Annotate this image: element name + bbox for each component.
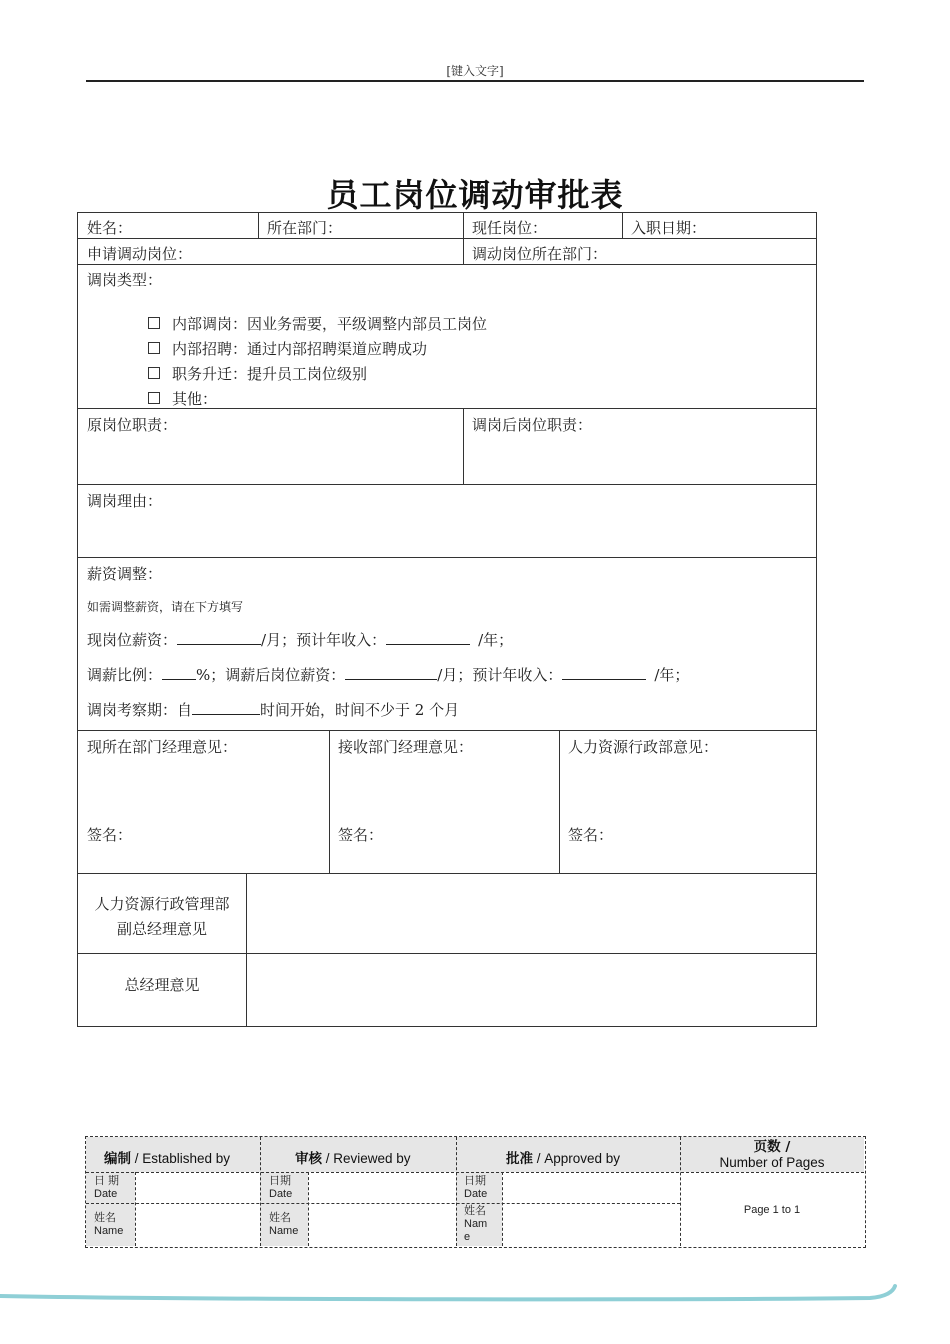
row-divider (78, 873, 816, 874)
probation-start-blank[interactable] (192, 700, 260, 715)
col-divider (622, 213, 623, 238)
name-label: 姓名 Name (269, 1212, 299, 1237)
page-header-text: [键入文字] (446, 64, 504, 78)
raise-ratio-blank[interactable] (162, 665, 196, 680)
orig-duties-label: 原岗位职责： (87, 416, 178, 434)
dept-label: 所在部门： (267, 219, 343, 237)
transfer-type-option[interactable]: 其他： (148, 388, 217, 409)
date-label: 日期 Date (269, 1175, 293, 1200)
signature-label: 签名： (338, 826, 384, 844)
hr-opinion-label: 人力资源行政部意见： (568, 738, 719, 756)
receiving-mgr-opinion-label: 接收部门经理意见： (338, 738, 474, 756)
col-divider (260, 1137, 261, 1246)
row-divider (78, 730, 816, 731)
row-divider (86, 1172, 864, 1173)
salary-label: 薪资调整： (87, 565, 163, 583)
row-divider (78, 557, 816, 558)
date-label: 日期 Date (464, 1175, 488, 1200)
decorative-wave (0, 1270, 950, 1310)
probation-line: 调岗考察期：自 时间开始，时间不少于 2 个月 (87, 701, 460, 719)
row-divider (78, 264, 816, 265)
annual-income-blank[interactable] (386, 630, 470, 645)
current-mgr-opinion-label: 现所在部门经理意见： (87, 738, 238, 756)
row-divider (78, 953, 816, 954)
col-divider (329, 730, 330, 873)
col-divider (456, 1137, 457, 1246)
col-divider (463, 213, 464, 264)
col-divider (502, 1172, 503, 1246)
name-label: 姓名 Name (94, 1212, 124, 1237)
hr-deputy-opinion-label-1: 人力资源行政管理部 (94, 895, 230, 913)
form-title: 员工岗位调动审批表 (326, 176, 624, 214)
established-by-header: 编制 / Established by (104, 1151, 231, 1167)
new-annual-income-blank[interactable] (562, 665, 646, 680)
current-salary-blank[interactable] (177, 630, 261, 645)
new-salary-blank[interactable] (345, 665, 437, 680)
reviewed-by-header: 审核 / Reviewed by (295, 1151, 411, 1167)
checkbox[interactable] (148, 392, 160, 404)
row-divider (78, 238, 816, 239)
salary-line-1: 现岗位薪资： /月；预计年收入： /年； (87, 631, 514, 649)
new-duties-label: 调岗后岗位职责： (472, 416, 593, 434)
reason-label: 调岗理由： (87, 492, 163, 510)
page-info: Page 1 to 1 (743, 1204, 801, 1216)
row-divider (78, 484, 816, 485)
current-position-label: 现任岗位： (472, 219, 548, 237)
col-divider (258, 213, 259, 238)
name-label: 姓名 Nam e (464, 1205, 488, 1243)
checkbox[interactable] (148, 317, 160, 329)
pages-header: 页数 / Number of Pages (719, 1139, 825, 1170)
col-divider (246, 873, 247, 1027)
target-position-label: 申请调动岗位： (87, 245, 193, 263)
checkbox[interactable] (148, 342, 160, 354)
approved-by-header: 批准 / Approved by (506, 1151, 621, 1167)
gm-opinion-label: 总经理意见 (124, 976, 200, 994)
row-divider (86, 1203, 680, 1204)
col-divider (135, 1172, 136, 1246)
signature-label: 签名： (87, 826, 133, 844)
col-divider (463, 408, 464, 484)
approval-form (77, 212, 817, 1027)
transfer-type-option[interactable]: 职务升迁：提升员工岗位级别 (148, 363, 367, 384)
checkbox[interactable] (148, 367, 160, 379)
transfer-type-option[interactable]: 内部调岗：因业务需要，平级调整内部员工岗位 (148, 313, 487, 334)
signature-label: 签名： (568, 826, 614, 844)
hire-date-label: 入职日期： (631, 219, 707, 237)
document-control-table (85, 1136, 866, 1248)
date-label: 日 期 Date (94, 1175, 120, 1200)
col-divider (559, 730, 560, 873)
transfer-type-label: 调岗类型： (87, 271, 163, 289)
header-divider (86, 80, 864, 82)
salary-line-2: 调薪比例： %；调薪后岗位薪资： /月；预计年收入： /年； (87, 666, 690, 684)
transfer-type-option[interactable]: 内部招聘：通过内部招聘渠道应聘成功 (148, 338, 427, 359)
col-divider (308, 1172, 309, 1246)
target-dept-label: 调动岗位所在部门： (472, 245, 608, 263)
name-label: 姓名： (87, 219, 133, 237)
hr-deputy-opinion-label-2: 副总经理意见 (116, 920, 207, 938)
salary-hint: 如需调整薪资，请在下方填写 (87, 600, 244, 614)
